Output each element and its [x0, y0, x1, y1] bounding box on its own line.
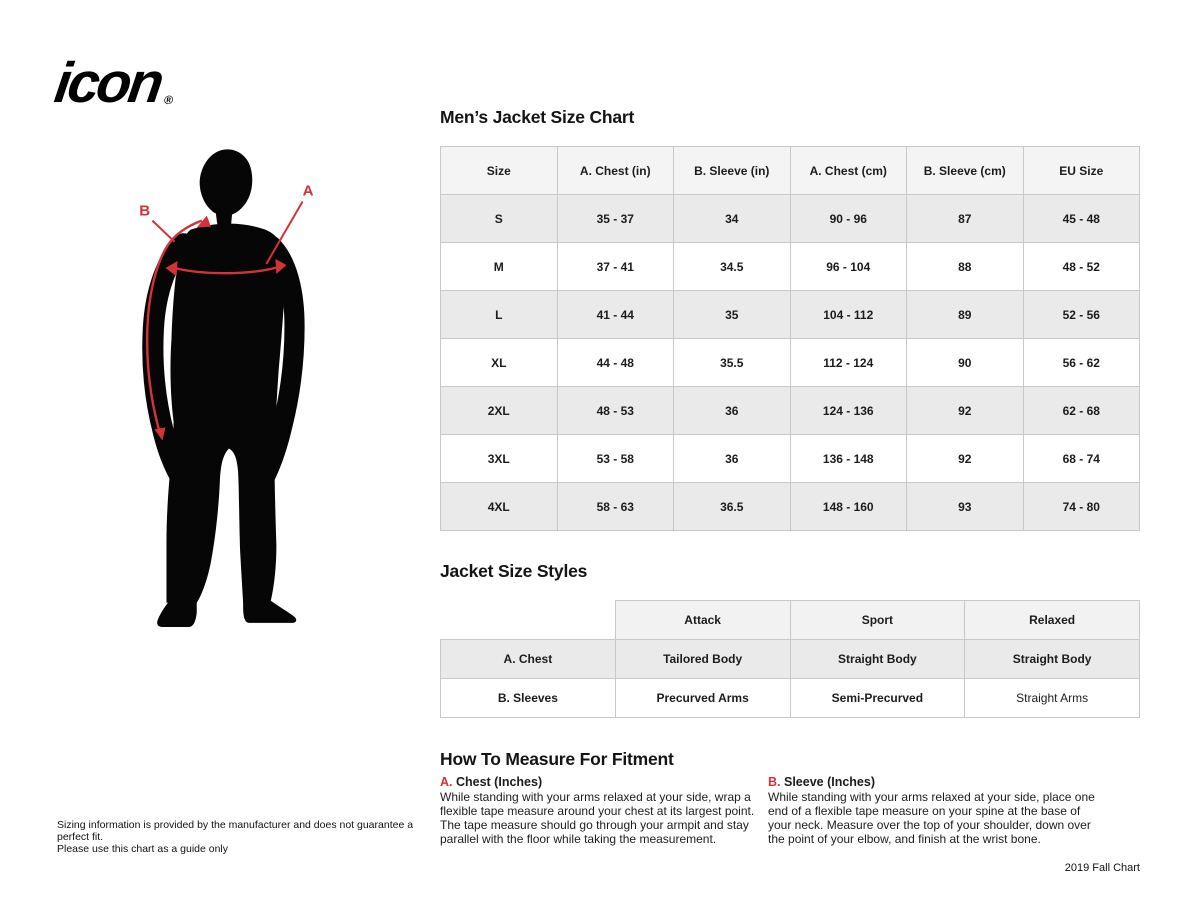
measure-chest-label: Chest (Inches) — [455, 775, 543, 789]
disclaimer-line-2: Please use this chart as a guide only — [57, 843, 229, 855]
table-row — [441, 387, 1140, 435]
column-header-attack: Attack — [615, 601, 790, 640]
table-cell: 35 - 37 — [557, 195, 674, 243]
table-cell: 52 - 56 — [1023, 291, 1140, 339]
measure-section-sleeve — [768, 776, 1106, 847]
table-cell: Straight Body — [790, 640, 965, 679]
column-header-relaxed: Relaxed — [965, 601, 1140, 640]
table-cell: 36.5 — [674, 483, 791, 531]
figure-label-a: A — [302, 182, 314, 200]
size-table-header — [441, 147, 1140, 195]
mens-jacket-size-table — [440, 146, 1140, 531]
measure-chest-heading — [440, 776, 764, 790]
table-cell: 36 — [674, 435, 791, 483]
table-cell: 90 — [907, 339, 1024, 387]
table-cell: Precurved Arms — [615, 679, 790, 718]
measure-sleeve-label: Sleeve (Inches) — [783, 775, 875, 789]
measure-chest-prefix: A. — [440, 775, 453, 789]
table-cell: Straight Body — [965, 640, 1140, 679]
column-header-sleeve-cm: B. Sleeve (cm) — [907, 147, 1024, 195]
measurement-figure — [136, 147, 322, 631]
measure-sleeve-instructions: While standing with your arms relaxed at your side, place one end of a flexible tape measure on your spine at the base of your neck. Measure over the top of your shoulder, down over the point of your elbow, and finish at the wrist bone. — [768, 789, 1095, 846]
table-cell: 96 - 104 — [790, 243, 907, 291]
silhouette-right-foot — [243, 599, 296, 623]
table-cell: 3XL — [441, 435, 558, 483]
table-row — [441, 339, 1140, 387]
table-cell: 68 - 74 — [1023, 435, 1140, 483]
table-cell: 62 - 68 — [1023, 387, 1140, 435]
table-cell: 53 - 58 — [557, 435, 674, 483]
table-row — [441, 679, 1140, 718]
header-row — [441, 601, 1140, 640]
table-cell: 45 - 48 — [1023, 195, 1140, 243]
size-chart-title: Men’s Jacket Size Chart — [440, 107, 635, 127]
icon-brand-logo — [50, 51, 309, 116]
header-row — [441, 147, 1140, 195]
table-cell: Tailored Body — [615, 640, 790, 679]
column-header-eu-size: EU Size — [1023, 147, 1140, 195]
table-row — [441, 195, 1140, 243]
column-header-chest-cm: A. Chest (cm) — [790, 147, 907, 195]
label-b-pointer-line — [152, 221, 174, 242]
table-cell: 4XL — [441, 483, 558, 531]
table-cell: 35 — [674, 291, 791, 339]
table-cell: XL — [441, 339, 558, 387]
row-header-sleeves: B. Sleeves — [441, 679, 616, 718]
silhouette-left-foot — [157, 599, 197, 627]
column-header-size: Size — [441, 147, 558, 195]
disclaimer-line-1: Sizing information is provided by the manufacturer and does not guarantee a perfect fit. — [57, 819, 414, 843]
table-cell: 41 - 44 — [557, 291, 674, 339]
table-cell: 124 - 136 — [790, 387, 907, 435]
table-cell: 104 - 112 — [790, 291, 907, 339]
table-row — [441, 243, 1140, 291]
styles-table-body — [441, 640, 1140, 718]
styles-table-header — [441, 601, 1140, 640]
table-cell: 93 — [907, 483, 1024, 531]
table-cell: 2XL — [441, 387, 558, 435]
table-cell: 88 — [907, 243, 1024, 291]
table-cell: Semi-Precurved — [790, 679, 965, 718]
column-header-chest-in: A. Chest (in) — [557, 147, 674, 195]
table-cell: S — [441, 195, 558, 243]
table-cell: 48 - 52 — [1023, 243, 1140, 291]
table-cell: 58 - 63 — [557, 483, 674, 531]
table-cell: L — [441, 291, 558, 339]
figure-label-b: B — [139, 202, 151, 220]
table-cell: 34 — [674, 195, 791, 243]
measure-chest-instructions: While standing with your arms relaxed at your side, wrap a flexible tape measure around your chest at its largest point. The tape measure should go through your armpit and stay parallel with the floor while taking the measurement. — [440, 789, 755, 846]
how-to-measure-title: How To Measure For Fitment — [440, 749, 674, 769]
table-cell: 44 - 48 — [557, 339, 674, 387]
measure-sleeve-heading — [768, 776, 1106, 790]
measure-sleeve-prefix: B. — [768, 775, 781, 789]
table-cell: 136 - 148 — [790, 435, 907, 483]
table-cell: 34.5 — [674, 243, 791, 291]
sizing-disclaimer — [57, 819, 437, 855]
table-cell: 92 — [907, 387, 1024, 435]
table-cell: 90 - 96 — [790, 195, 907, 243]
table-cell: 89 — [907, 291, 1024, 339]
table-row — [441, 640, 1140, 679]
silhouette-body — [166, 224, 285, 603]
column-header-sleeve-in: B. Sleeve (in) — [674, 147, 791, 195]
jacket-size-styles-table — [440, 600, 1140, 718]
table-cell: 35.5 — [674, 339, 791, 387]
table-cell: 37 - 41 — [557, 243, 674, 291]
chart-version-label: 2019 Fall Chart — [1064, 862, 1140, 874]
row-header-chest: A. Chest — [441, 640, 616, 679]
table-row — [441, 483, 1140, 531]
male-silhouette-graphic — [136, 147, 322, 631]
registered-trademark-symbol: ® — [163, 93, 175, 107]
table-cell: 148 - 160 — [790, 483, 907, 531]
table-cell: 92 — [907, 435, 1024, 483]
empty-corner-cell — [441, 601, 616, 640]
column-header-sport: Sport — [790, 601, 965, 640]
logo-wordmark: icon — [50, 51, 166, 115]
table-cell: 56 - 62 — [1023, 339, 1140, 387]
table-cell: 112 - 124 — [790, 339, 907, 387]
table-cell: 87 — [907, 195, 1024, 243]
table-cell: Straight Arms — [965, 679, 1140, 718]
table-row — [441, 291, 1140, 339]
table-cell: M — [441, 243, 558, 291]
table-cell: 74 - 80 — [1023, 483, 1140, 531]
table-cell: 36 — [674, 387, 791, 435]
table-row — [441, 435, 1140, 483]
table-cell: 48 - 53 — [557, 387, 674, 435]
measure-section-chest — [440, 776, 764, 847]
size-styles-title: Jacket Size Styles — [440, 561, 588, 581]
size-table-body — [441, 195, 1140, 531]
